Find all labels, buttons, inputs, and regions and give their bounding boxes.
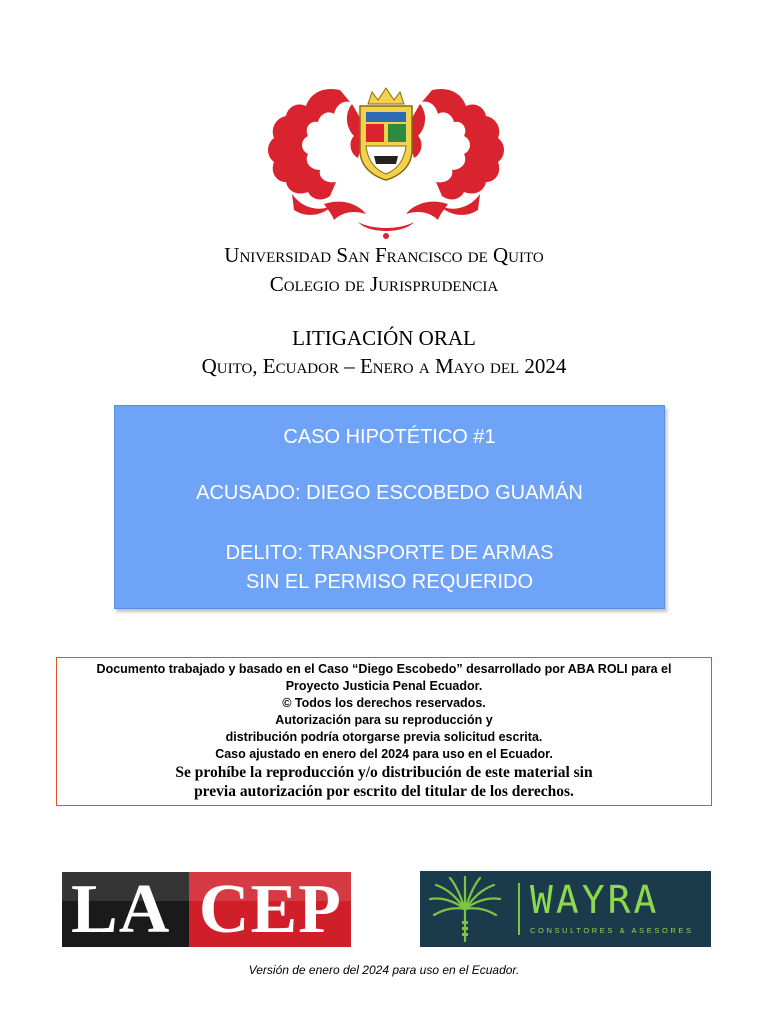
lacep-logo (62, 872, 351, 947)
college-name: Colegio de Jurisprudencia (269, 272, 499, 296)
palm-leaf-icon (424, 875, 506, 943)
notice-line: Caso ajustado en enero del 2024 para uso en el Ecuador. (215, 747, 553, 761)
notice-line: Autorización para su reproducción y (275, 713, 493, 727)
notice-warning: previa autorización por escrito del titular de los derechos. (194, 783, 574, 800)
notice-line: distribución podría otorgarse previa solicitud escrita. (225, 730, 543, 744)
logo-separator (518, 883, 520, 935)
lacep-logo-text: LA CEP (71, 872, 342, 947)
case-crime-line2: SIN EL PERMISO REQUERIDO (245, 571, 534, 593)
case-title: CASO HIPOTÉTICO #1 (283, 426, 496, 448)
case-accused: ACUSADO: DIEGO ESCOBEDO GUAMÁN (196, 482, 583, 504)
course-title: LITIGACIÓN ORAL (292, 326, 476, 350)
wayra-logo-subtitle: CONSULTORES & ASESORES (530, 926, 694, 935)
course-period: Quito, Ecuador – Enero a Mayo del 2024 (201, 354, 567, 378)
notice-warning: Se prohíbe la reproducción y/o distribución de este material sin (175, 764, 593, 781)
copyright-notice (56, 657, 712, 806)
university-name: Universidad San Francisco de Quito (224, 243, 544, 267)
university-crest-icon (262, 84, 510, 240)
footer-note: Versión de enero del 2024 para uso en el Ecuador. (248, 963, 520, 977)
notice-line: © Todos los derechos reservados. (282, 696, 486, 710)
case-crime-line1: DELITO: TRANSPORTE DE ARMAS (225, 542, 554, 564)
notice-line: Documento trabajado y basado en el Caso “Diego Escobedo” desarrollado por ABA ROLI para el (96, 662, 672, 676)
notice-line: Proyecto Justicia Penal Ecuador. (285, 679, 483, 693)
case-box (114, 405, 665, 609)
wayra-logo-text: WAYRA (530, 878, 660, 922)
wayra-logo (420, 871, 711, 947)
